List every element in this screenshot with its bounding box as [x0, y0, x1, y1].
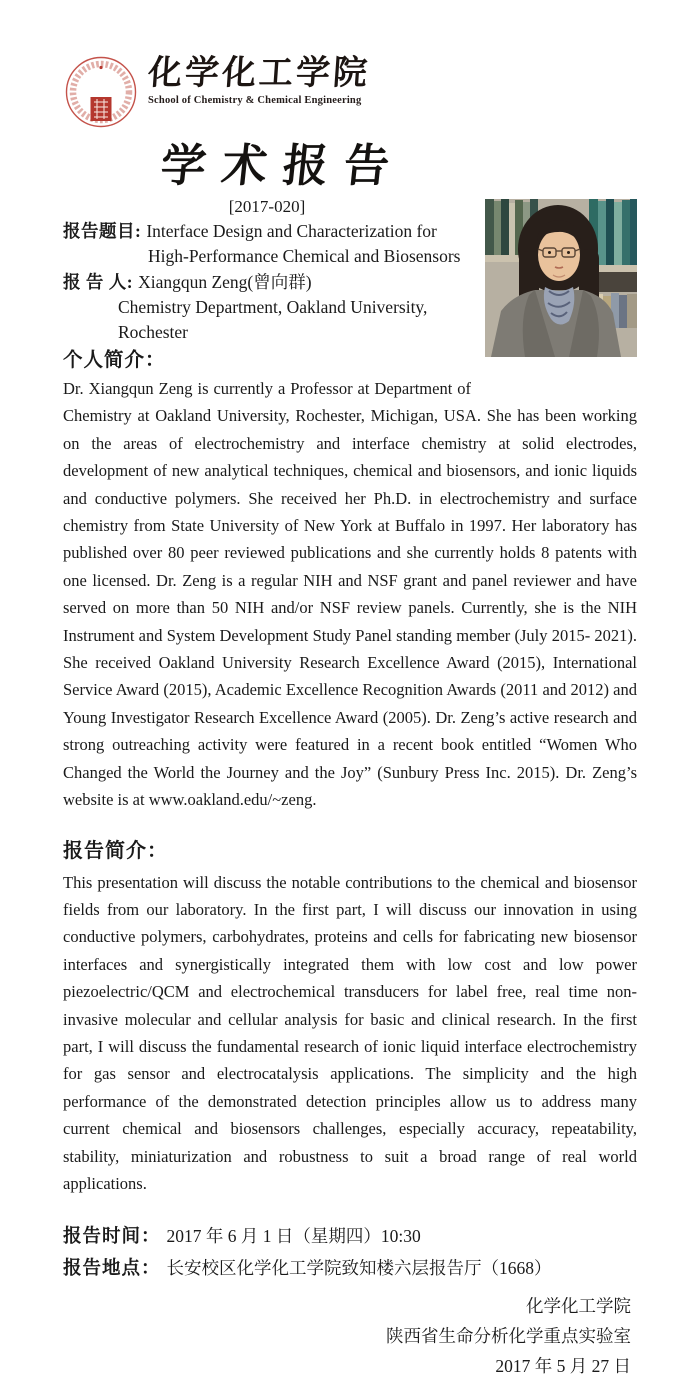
report-title-line1: Interface Design and Characterization for: [146, 221, 437, 241]
time-label: 报告时间：: [63, 1227, 161, 1248]
signature-org: 化学化工学院: [526, 1296, 631, 1317]
speaker-name: Xiangqun Zeng(曾向群): [138, 272, 312, 292]
main-content: [63, 197, 637, 814]
school-name-english: School of Chemistry & Chemical Engineering: [148, 95, 362, 106]
report-title-line2: High-Performance Chemical and Biosensors: [148, 246, 461, 266]
venue-value: 长安校区化学化工学院致知楼六层报告厅（1668）: [166, 1258, 552, 1279]
venue-label: 报告地点：: [63, 1259, 161, 1280]
venue-line: [63, 1253, 637, 1285]
signature-date: 2017 年 5 月 27 日: [495, 1356, 631, 1377]
signature-block: [63, 1291, 637, 1381]
report-title-label: 报告题目:: [63, 221, 142, 241]
school-name-chinese: 化学化工学院: [146, 55, 372, 92]
speaker-photo: [485, 199, 637, 357]
speaker-label: 报 告 人:: [63, 272, 134, 292]
bio-heading: 个人简介：: [63, 350, 166, 371]
page-title: 学术报告: [158, 141, 408, 191]
header: [63, 52, 637, 137]
abstract-heading: 报告简介：: [63, 839, 168, 862]
speaker-affiliation: Chemistry Department, Oakland University, Rochester: [118, 297, 428, 342]
school-name-block: [148, 54, 370, 106]
banner: [63, 141, 493, 191]
time-line: [63, 1221, 637, 1253]
time-value: 2017 年 6 月 1 日（星期四）10:30: [166, 1226, 421, 1247]
signature-lab: 陕西省生命分析化学重点实验室: [386, 1326, 631, 1347]
abstract-paragraph: This presentation will discuss the notable contributions to the chemical and biosensor fields from our laboratory. In the first part, I will discuss our innovation in using conductive polymers, carbohydrates, proteins and cells for fabricating new biosensor interfaces and synergistically integrated them with low cost and low power piezoelectric/QCM and electrochemical transducers for label free, real time non-invasive molecular and cellular analysis for basic and clinical research. In the first part, I will discuss the fundamental research of ionic liquid interface electrochemistry for gas sensor and electrocatalysis applications. The simplicity and the high performance of the demonstrated detection principles allow us to address many current chemical and biosensors challenges, especially accuracy, repeatability, stability, miniaturization and robustness to suit a broad range of real world applications.: [63, 872, 637, 1193]
bio-paragraph: Dr. Xiangqun Zeng is currently a Professor at Department of Chemistry at Oakland University, Rochester, Michigan, USA. She has been working on the areas of electrochemistry and interface chemistry at solid electrodes, development of new analytical techniques, chemical and biosensors, and ionic liquids and conductive polymers. She received her Ph.D. in electrochemistry and surface chemistry from State University of New York at Buffalo in 1997. Her laboratory has published over 80 peer reviewed publications and she currently holds 8 patents with one licensed. Dr. Zeng is a regular NIH and NSF grant and panel reviewer and have served on more than 50 NIH and/or NSF review panels. Currently, she is the NIH Instrument and System Development Study Panel standing member (July 2015- 2021). She received Oakland University Research Excellence Award (2015), International Service Award (2015), Academic Excellence Recognition Awards (2011 and 2012) and Young Investigator Research Excellence Award (2005). Dr. Zeng’s active research and strong outreaching activity were featured in a recent book entitled “Women Who Changed the World the Journey and the Joy” (Sunbury Press Inc. 2015). Dr. Zeng’s website is at www.oakland.edu/~zeng.: [63, 379, 637, 810]
report-number: [2017-020]: [228, 197, 306, 216]
school-seal-icon: [63, 54, 139, 137]
schedule: [63, 1221, 637, 1285]
